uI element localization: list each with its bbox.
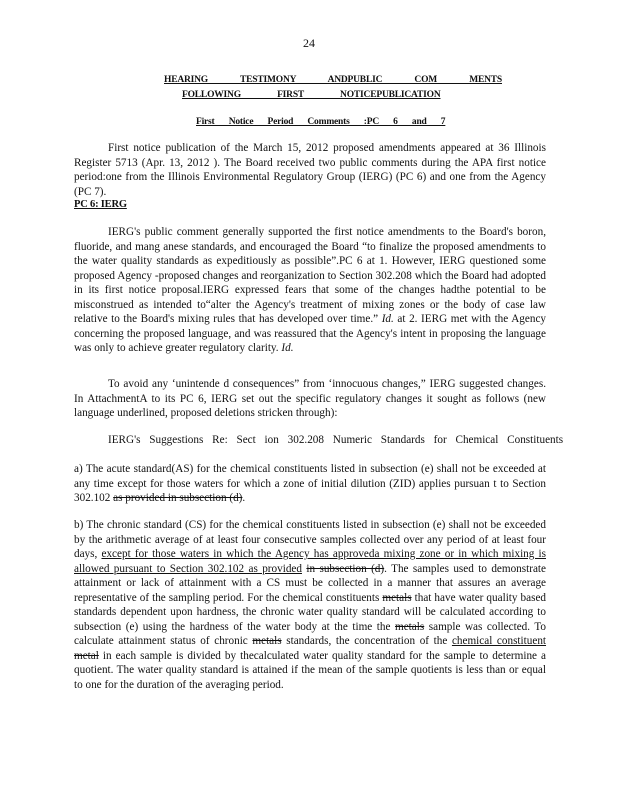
subheading: First Notice Period Comments :PC 6 and 7 <box>196 117 446 127</box>
paragraph-ierg-comment <box>74 225 546 356</box>
section-heading-line2: FOLLOWING FIRST NOTICEPUBLICATION <box>182 90 441 100</box>
paragraph-ierg-text-a: IERG's public comment generally supported the first notice amendments to the Board's boron, fluoride, and mang anese standards, and encouraged the Board “to finalize the proposed amendments to the water quality standards as expeditiously as possible”.PC 6 at 1. However, IERG questioned some proposed Agency -proposed changes and reorganization to Section 302.208 which the Board had adopted in its first notice proposal.IERG expressed fears that some of the changes hadthe potential to be misconstrued as intended to“alter the Agency's treatment of mixing zones or the body of case law relative to the Board's mixing rules that has developed over time.” <box>74 226 546 325</box>
subsection-b <box>74 518 546 692</box>
subsection-b-text-7: in each sample is divided by thecalculated water quality standard for the sample to determine a quotient. The water quality standard is attained if the mean of the sample quotients is less than or equal to one for the duration of the averaging period. <box>74 649 546 691</box>
suggestions-title: IERG's Suggestions Re: Sect ion 302.208 Numeric Standards for Chemical Constituents <box>108 434 564 446</box>
pc6-label: PC 6: IERG <box>74 199 127 210</box>
subsection-b-text-3: . The samples used to demonstrate attainment or lack of attainment with a CS must be collected in a manner that assures an average representative of the sampling period. For the chemical constituents <box>74 562 546 604</box>
citation-id-1: Id. <box>381 313 394 325</box>
struck-text-a: as provided in subsection (d) <box>113 492 243 504</box>
subsection-b-text-1: b) The chronic standard (CS) for the chemical constituents listed in subsection (e) shall not be exceeded by the arithmetic average of at least four consecutive samples collected over any period of at least four days, <box>74 519 546 560</box>
underlined-text-mixing-zone: except for those waters in which the Agency has approveda mixing zone or in which mixing is allowed pursuant to Section 302.102 as provided <box>74 548 546 575</box>
subsection-a-text: a) The acute standard(AS) for the chemical constituents listed in subsection (e) shall not be exceeded at any time except for those waters for which a zone of initial dilution (ZID) applies pursuan t to Section 302.102 <box>74 463 546 504</box>
paragraph-ierg-text-b: at 2. IERG met with the Agency concerning the proposed language, and was reassured that the Agency's intent in proposing the language was only to achieve greater regulatory clarity. <box>74 313 547 354</box>
struck-text-metals-1: metals <box>382 591 412 604</box>
struck-text-metals-3: metals <box>252 635 282 647</box>
page-number: 24 <box>303 36 315 50</box>
subsection-b-text-5: sample was collected. To calculate attainment status of chronic <box>74 620 547 647</box>
paragraph-first-notice: First notice publication of the March 15, 2012 proposed amendments appeared at 36 Illinois Register 5713 (Apr. 13, 2012 ). The Board received two public comments during the APA first notice period:one from the Illinois Environmental Regulatory Group (IERG) (PC 6) and one from the Agency (PC 7). <box>74 142 546 198</box>
citation-id-2: Id. <box>281 342 294 354</box>
subsection-b-text-6: standards, the concentration of the <box>286 635 448 647</box>
subsection-a-end: . <box>242 492 246 504</box>
subsection-a <box>74 462 546 506</box>
section-heading-line1: HEARING TESTIMONY ANDPUBLIC COM MENTS <box>164 75 502 85</box>
subsection-b-text-4: that have water quality based standards dependent upon hardness, the chronic water quality standard will be calculated according to subsection (e) using the hardness of the water body at the time the <box>74 591 547 633</box>
struck-text-subsection-d: in subsection (d) <box>306 562 385 575</box>
struck-text-metal: metal <box>74 649 99 662</box>
paragraph-unintended-consequences: To avoid any ‘unintende d consequences” from ‘innocuous changes,” IERG suggested changes. In AttachmentA to its PC 6, IERG set out the specific regulatory changes it sought as follows (new language underlined, proposed deletions stricken through): <box>74 378 546 419</box>
struck-text-metals-2: metals <box>395 620 425 633</box>
underlined-text-chemical-constituent: chemical constituent <box>451 635 547 647</box>
